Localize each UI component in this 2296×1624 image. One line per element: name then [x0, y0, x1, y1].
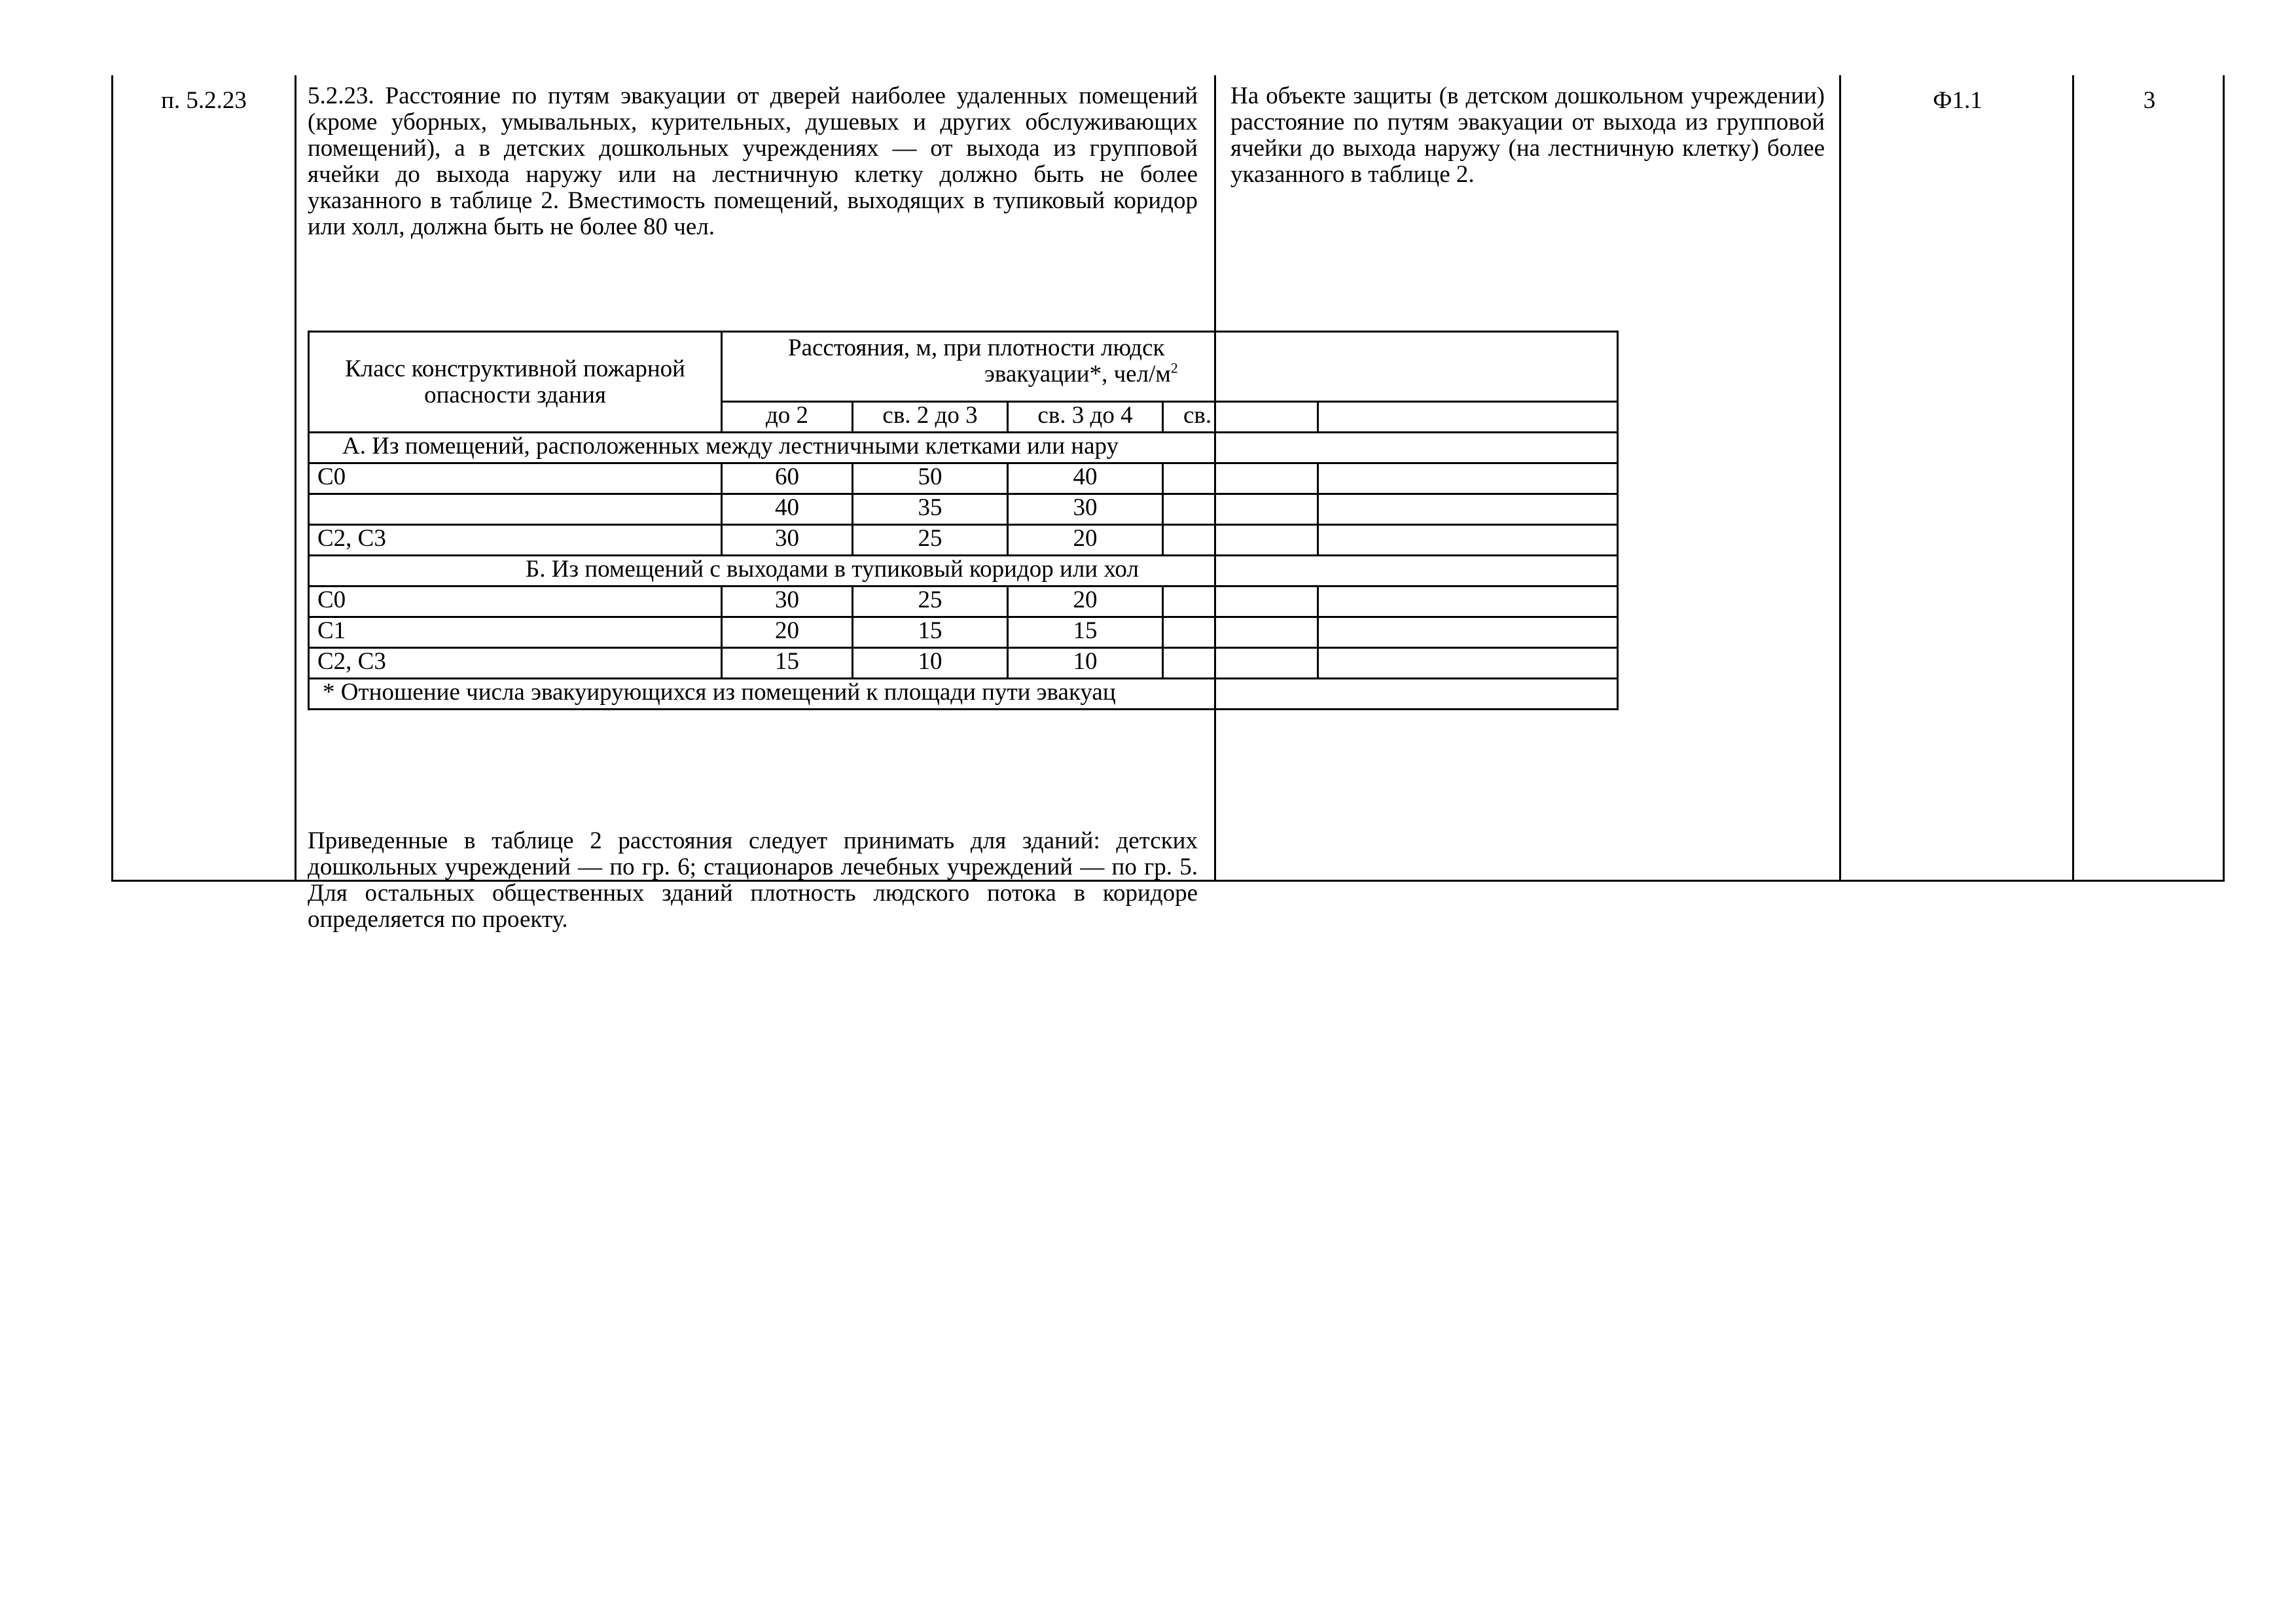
value-cell: 40 — [722, 494, 853, 525]
value-cell — [1318, 648, 1618, 679]
table-row — [309, 525, 1618, 556]
value-cell: 50 — [853, 463, 1008, 494]
value-cell — [1318, 463, 1618, 494]
requirement-cell — [308, 83, 1198, 240]
value-cell: 15 — [853, 617, 1008, 648]
table-row — [309, 617, 1618, 648]
value-cell: 30 — [1008, 494, 1163, 525]
notes-paragraph-wrapper — [308, 828, 1198, 933]
value-cell: 15 — [1008, 617, 1163, 648]
row-class: С0 — [309, 586, 722, 617]
value-cell — [1163, 463, 1318, 494]
table-row — [309, 586, 1618, 617]
section-b-heading: Б. Из помещений с выходами в тупиковый коридор или хол — [309, 556, 1618, 586]
value-cell — [1163, 617, 1318, 648]
value-cell: 40 — [1008, 463, 1163, 494]
value-cell: 20 — [1008, 525, 1163, 556]
value-cell — [1318, 525, 1618, 556]
requirements-table-row — [111, 75, 2225, 933]
table-footnote: * Отношение числа эвакуирующихся из помещений к площади пути эвакуац — [309, 679, 1618, 710]
value-cell — [1163, 648, 1318, 679]
row-number: 3 — [2143, 87, 2156, 114]
violation-cell — [1230, 83, 1825, 188]
value-cell — [1163, 586, 1318, 617]
table-row — [309, 463, 1618, 494]
table-row — [309, 648, 1618, 679]
row-class — [309, 494, 722, 525]
header-building-class: Класс конструктивной пожарной опасности здания — [309, 332, 722, 433]
value-cell: 30 — [722, 586, 853, 617]
row-class: С2, С3 — [309, 648, 722, 679]
section-a-heading: А. Из помещений, расположенных между лестничными клетками или нару — [309, 433, 1618, 463]
density-col-2: св. 2 до 3 — [853, 402, 1008, 433]
density-col-3: св. 3 до 4 — [1008, 402, 1163, 433]
value-cell: 10 — [1008, 648, 1163, 679]
density-col-1: до 2 — [722, 402, 853, 433]
row-class: С2, С3 — [309, 525, 722, 556]
value-cell: 30 — [722, 525, 853, 556]
value-cell — [1163, 525, 1318, 556]
value-cell: 20 — [722, 617, 853, 648]
table-row — [309, 494, 1618, 525]
column-divider — [295, 75, 296, 880]
header-distance — [722, 332, 1618, 402]
value-cell — [1318, 617, 1618, 648]
table-2-wrapper — [308, 331, 1212, 802]
value-cell — [1318, 586, 1618, 617]
violation-text: На объекте защиты (в детском дошкольном учреждении) расстояние по путям эвакуации от выхода из групповой ячейки до выхода наружу (на лестничную клетку) более указанного в таблице 2. — [1230, 82, 1825, 188]
value-cell — [1318, 494, 1618, 525]
column-divider — [1839, 75, 1841, 880]
column-divider — [2072, 75, 2074, 880]
header-distance-line1: Расстояния, м, при плотности людск — [788, 334, 1165, 361]
value-cell: 25 — [853, 525, 1008, 556]
value-cell — [1163, 494, 1318, 525]
value-cell: 35 — [853, 494, 1008, 525]
row-class: С1 — [309, 617, 722, 648]
row-class: С0 — [309, 463, 722, 494]
value-cell: 25 — [853, 586, 1008, 617]
value-cell: 60 — [722, 463, 853, 494]
value-cell: 15 — [722, 648, 853, 679]
table-2 — [308, 331, 1619, 710]
density-col-4: св. — [1163, 402, 1318, 433]
notes-paragraph: Приведенные в таблице 2 расстояния следует принимать для зданий: детских дошкольных учреждений — по гр. 6; стационаров лечебных учреждений — по гр. 5. Для остальных общественных зданий плотность людского потока в коридоре определяется по проекту. — [308, 827, 1198, 933]
form-code: Ф1.1 — [1933, 87, 1982, 114]
header-distance-line2: эвакуации*, чел/$м^2$ — [984, 359, 1178, 388]
requirement-text: 5.2.23. Расстояние по путям эвакуации от дверей наиболее удаленных помещений (кроме уборных, умывальных, курительных, душевых и других обслуживающих помещений), а в детских дошкольных учреждениях — от выхода из групповой ячейки до выхода наружу или на лестничную клетку должно быть не более указанного в таблице 2. Вместимость помещений, выходящих в тупиковый коридор или холл, должна быть не более 80 чел. — [308, 82, 1198, 240]
value-cell: 10 — [853, 648, 1008, 679]
value-cell: 20 — [1008, 586, 1163, 617]
density-col-5 — [1318, 402, 1618, 433]
clause-reference: п. 5.2.23 — [161, 87, 247, 114]
